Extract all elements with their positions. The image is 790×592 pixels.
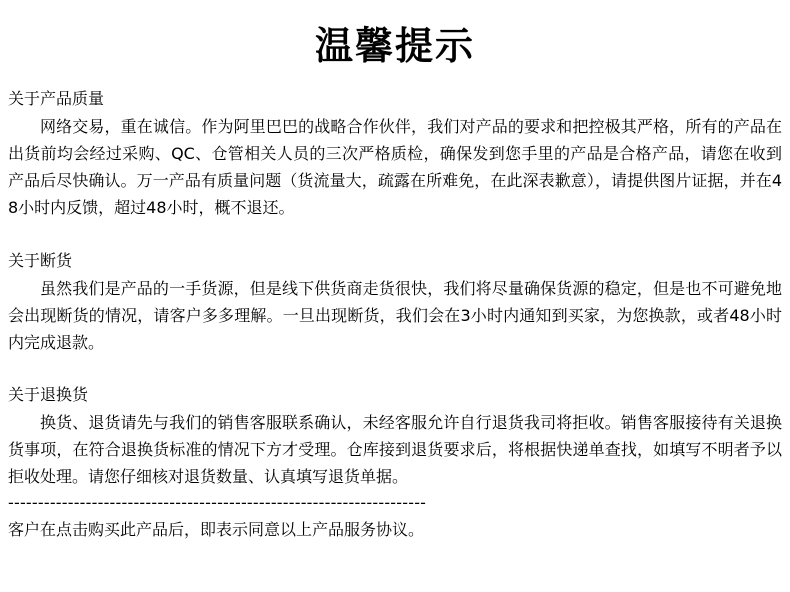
section-heading-returns: 关于退换货 <box>8 385 89 404</box>
dashed-divider: ---------------------------------------------------------------------- <box>8 493 427 512</box>
agreement-footer: 客户在点击购买此产品后，即表示同意以上产品服务协议。 <box>8 520 425 539</box>
section-body-returns: 换货、退货请先与我们的销售客服联系确认，未经客服允许自行退货我司将拒收。销售客服接待有关退换货事项，在符合退换货标准的情况下方才受理。仓库接到退货要求后，将根据快递单查找，如填写不明者予以拒收处理。请您仔细核对退货数量、认真填写退货单据。 <box>8 413 782 486</box>
section-body-stockout: 虽然我们是产品的一手货源，但是线下供货商走货很快，我们将尽量确保货源的稳定，但是也不可避免地会出现断货的情况，请客户多多理解。一旦出现断货，我们会在3小时内通知到买家，为您换款，或者48小时内完成退款。 <box>8 279 782 352</box>
section-body-quality: 网络交易，重在诚信。作为阿里巴巴的战略合作伙伴，我们对产品的要求和把控极其严格，所有的产品在出货前均会经过采购、QC、仓管相关人员的三次严格质检，确保发到您手里的产品是合格产品，请您在收到产品后尽快确认。万一产品有质量问题（货流量大，疏露在所难免，在此深表歉意），请提供图片证据，并在48小时内反馈，超过48小时，概不退还。 <box>8 117 782 217</box>
page-title: 温馨提示 <box>314 24 475 68</box>
section-heading-stockout: 关于断货 <box>8 251 73 270</box>
section-heading-quality: 关于产品质量 <box>8 89 105 108</box>
